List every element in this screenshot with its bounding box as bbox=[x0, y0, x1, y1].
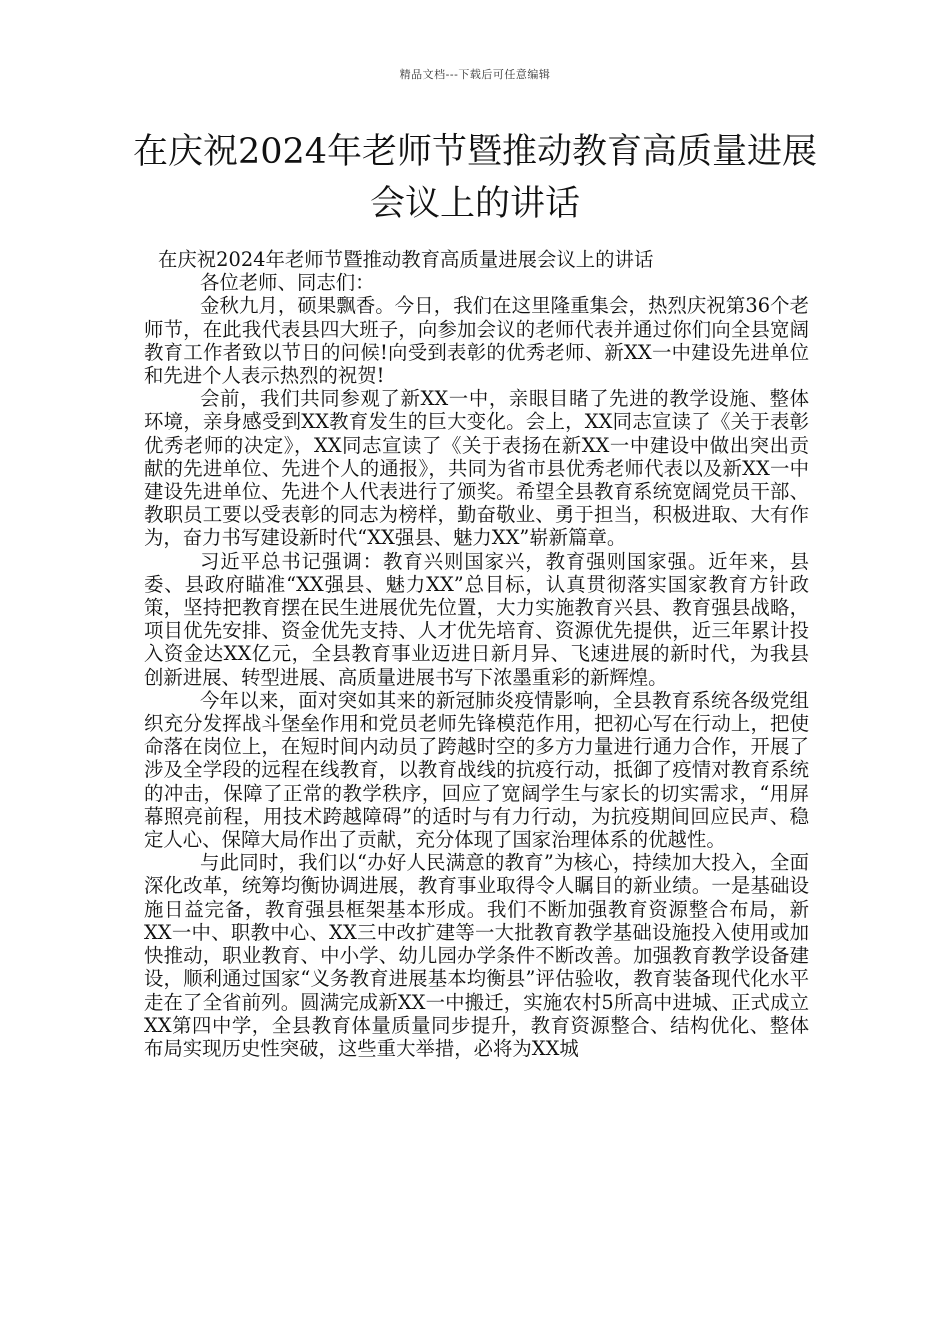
header-note: 精品文档---下载后可任意编辑 bbox=[399, 68, 551, 81]
paragraph: 金秋九月，硕果飘香。今日，我们在这里隆重集会，热烈庆祝第36个老师节，在此我代表县四大班子，向参加会议的老师代表并通过你们向全县宽阔教育工作者致以节日的问候!向受到表彰的优秀老师、新XX一中建设先进单位和先进个人表示热烈的祝贺! bbox=[144, 294, 809, 388]
document-title: 在庆祝2024年老师节暨推动教育高质量进展会议上的讲话 bbox=[132, 132, 818, 224]
paragraph: 今年以来，面对突如其来的新冠肺炎疫情影响，全县教育系统各级党组织充分发挥战斗堡垒作用和党员老师先锋模范作用，把初心写在行动上，把使命落在岗位上，在短时间内动员了跨越时空的多方力量进行通力合作，开展了涉及全学段的远程在线教育，以教育战线的抗疫行动，抵御了疫情对教育系统的冲击，保障了正常的教学秩序，回应了宽阔学生与家长的切实需求，“用屏幕照亮前程，用技术跨越障碍”的适时与有力行动，为抗疫期间回应民声、稳定人心、保障大局作出了贡献，充分体现了国家治理体系的优越性。 bbox=[144, 688, 809, 852]
paragraph: 与此同时，我们以“办好人民满意的教育”为核心，持续加大投入，全面深化改革，统筹均衡协调进展，教育事业取得令人瞩目的新业绩。一是基础设施日益完备，教育强县框架基本形成。我们不断加强教育资源整合布局，新XX一中、职教中心、XX三中改扩建等一大批教育教学基础设施投入使用或加快推动，职业教育、中小学、幼儿园办学条件不断改善。加强教育教学设备建设，顺利通过国家“义务教育进展基本均衡县”评估验收，教育装备现代化水平走在了全省前列。圆满完成新XX一中搬迁，实施农村5所高中进城、正式成立XX第四中学，全县教育体量质量同步提升，教育资源整合、结构优化、整体布局实现历史性突破，这些重大举措，必将为XX城 bbox=[144, 851, 809, 1060]
paragraph: 习近平总书记强调：教育兴则国家兴，教育强则国家强。近年来，县委、县政府瞄准“XX强县、魅力XX”总目标，认真贯彻落实国家教育方针政策，坚持把教育摆在民生进展优先位置，大力实施教育兴县、教育强县战略，项目优先安排、资金优先支持、人才优先培育、资源优先提供，近三年累计投入资金达XX亿元，全县教育事业迈进日新月异、飞速进展的新时代，为我县创新进展、转型进展、高质量进展书写下浓墨重彩的新辉煌。 bbox=[144, 549, 809, 689]
paragraph: 会前，我们共同参观了新XX一中，亲眼目睹了先进的教学设施、整体环境，亲身感受到XX教育发生的巨大变化。会上，XX同志宣读了《关于表彰优秀老师的决定》，XX同志宣读了《关于表扬在新XX一中建设中做出突出贡献的先进单位、先进个人的通报》，共同为省市县优秀老师代表以及新XX一中建设先进单位、先进个人代表进行了颁奖。希望全县教育系统宽阔党员干部、教职员工要以受表彰的同志为榜样，勤奋敬业、勇于担当，积极进取、大有作为，奋力书写建设新时代“XX强县、魅力XX”崭新篇章。 bbox=[144, 387, 809, 550]
salutation: 各位老师、同志们： bbox=[200, 271, 375, 295]
document-body bbox=[144, 248, 809, 1060]
speech-subtitle: 在庆祝2024年老师节暨推动教育高质量进展会议上的讲话 bbox=[158, 248, 654, 271]
